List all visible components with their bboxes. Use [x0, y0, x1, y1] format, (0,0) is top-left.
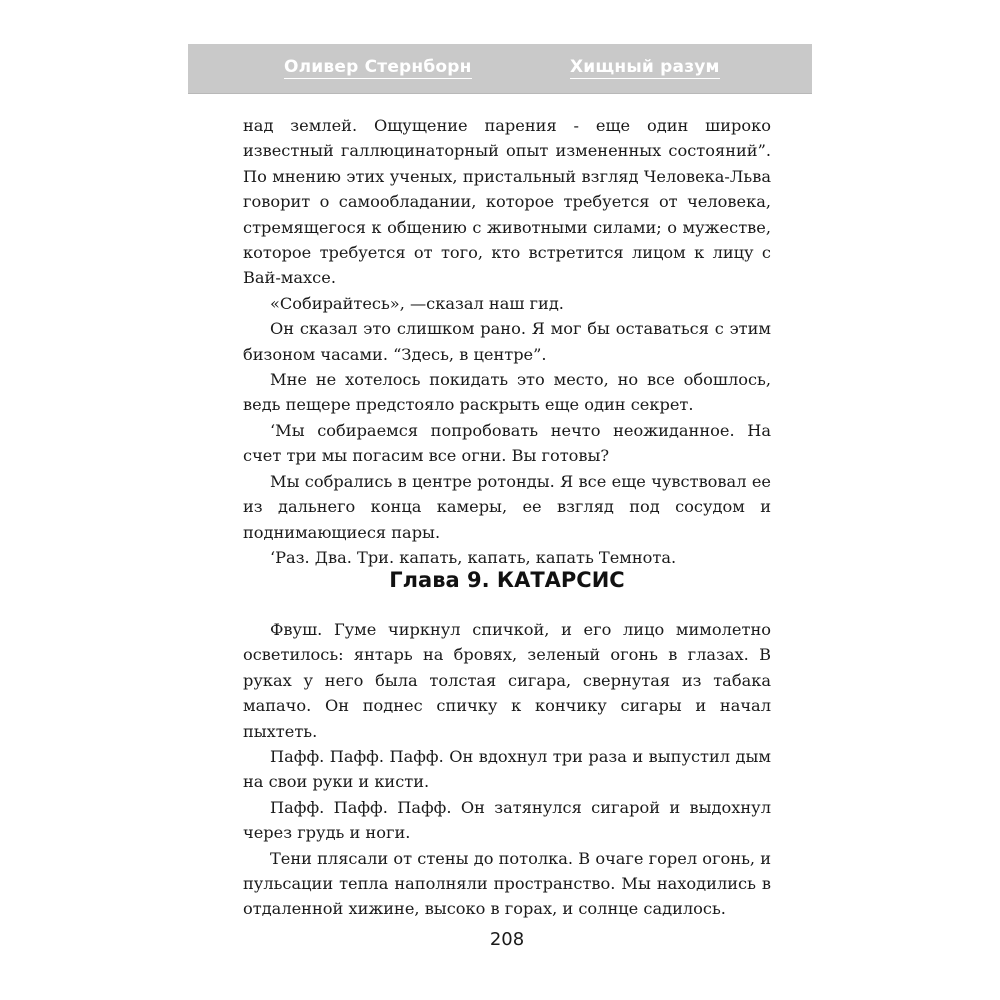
top-text-block	[243, 113, 771, 570]
paragraph: Тени плясали от стены до потолка. В очаге горел огонь, и пульсации тепла наполняли пространство. Мы находились в отдаленной хижине, высоко в горах, и солнце садилось.	[243, 848, 771, 919]
paragraph: ‘Мы собираемся попробовать нечто неожиданное. На счет три мы погасим все огни. Вы готовы?	[243, 420, 771, 466]
paragraph: Мне не хотелось покидать это место, но все обошлось, ведь пещере предстояло раскрыть еще один секрет.	[243, 370, 771, 415]
chapter-heading: Глава 9. КАТАРСИС	[389, 568, 625, 592]
paragraph: «Собирайтесь», —сказал наш гид.	[270, 293, 564, 313]
paragraph: Пафф. Пафф. Пафф. Он вдохнул три раза и выпустил дым на свои руки и кисти.	[243, 747, 771, 792]
paragraph: Он сказал это слишком рано. Я мог бы оставаться с этим бизоном часами. “Здесь, в центре”.	[243, 319, 771, 364]
header-book-title: Хищный разум	[570, 57, 720, 77]
header-author: Оливер Стернборн	[284, 57, 472, 77]
paragraph: Пафф. Пафф. Пафф. Он затянулся сигарой и выдохнул через грудь и ноги.	[243, 797, 771, 843]
paragraph: Фвуш. Гуме чиркнул спичкой, и его лицо мимолетно осветилось: янтарь на бровях, зеленый огонь в глазах. В руках у него была толстая сигара, свернутая из табака мапачо. Он поднес спичку к кончику сигары и начал пыхтеть.	[243, 620, 771, 741]
running-header	[188, 44, 812, 94]
paragraph: Мы собрались в центре ротонды. Я все еще чувствовал ее из дальнего конца камеры, ее взгляд под сосудом и поднимающиеся пары.	[243, 471, 771, 542]
paragraph-continued: над землей. Ощущение парения - еще один широко известный галлюцинаторный опыт измененных состояний”. По мнению этих ученых, пристальный взгляд Человека-Льва говорит о самообладании, которое требуется от человека, стремящегося к общению с животными силами; о мужестве, которое требуется от того, кто встретится лицом к лицу с Вай-махсе.	[243, 116, 771, 288]
page-number: 208	[489, 929, 525, 950]
bottom-text-block	[243, 617, 771, 922]
paragraph: ‘Раз. Два. Три. капать, капать, капать Темнота.	[270, 547, 677, 567]
